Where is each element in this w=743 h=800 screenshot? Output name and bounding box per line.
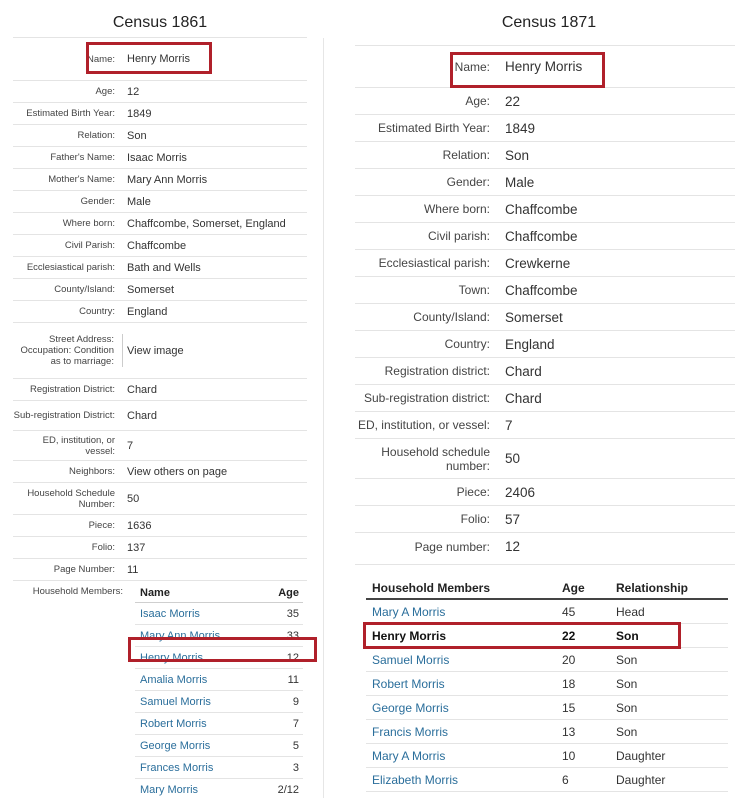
field-label: Relation: <box>442 148 490 162</box>
field-row-country <box>355 331 735 358</box>
field-value: Bath and Wells <box>127 261 201 274</box>
field-row-ecclesiastical-parish <box>355 250 735 277</box>
field-label: Where born: <box>423 202 490 216</box>
field-value: 12 <box>127 85 140 98</box>
member-name-link[interactable]: Mary Ann Morris <box>140 629 221 642</box>
member-name-link[interactable]: Mary A Morris <box>372 748 446 763</box>
field-value: Male <box>127 195 151 208</box>
field-value: Chard <box>505 390 542 406</box>
member-name-link[interactable]: Francis Morris <box>372 724 449 739</box>
household-row <box>366 672 728 696</box>
field-label: County/Island: <box>54 284 115 295</box>
field-label: Piece: <box>88 520 115 531</box>
field-label: Household Schedule Number: <box>27 487 115 510</box>
field-label: Age: <box>465 94 490 108</box>
field-value: Crewkerne <box>505 255 571 271</box>
member-name-link[interactable]: Robert Morris <box>372 676 445 691</box>
member-relationship: Son <box>616 652 638 667</box>
field-label: Street Address: Occupation: Condition as to marriage: <box>13 334 123 367</box>
field-value: 1849 <box>505 120 536 136</box>
field-row-ed-institution <box>13 431 307 461</box>
field-label: Name: <box>87 53 115 65</box>
field-label: Neighbors: <box>69 466 115 477</box>
field-row-piece <box>13 515 307 537</box>
field-row-county <box>355 304 735 331</box>
field-label: Relation: <box>77 130 115 141</box>
field-row-sub-registration-district <box>13 401 307 431</box>
census-1861-title: Census 1861 <box>112 14 208 31</box>
member-age: 12 <box>286 651 299 664</box>
view-image-link[interactable]: View image <box>127 344 184 357</box>
header-age: Age <box>278 587 299 599</box>
field-row-where-born <box>13 213 307 235</box>
household-row <box>135 779 303 800</box>
member-age: 6 <box>562 772 569 787</box>
member-age: 22 <box>562 628 576 643</box>
household-section <box>13 581 307 800</box>
member-relationship: Son <box>616 700 638 715</box>
member-name-link[interactable]: Elizabeth Morris <box>372 772 459 787</box>
field-row-age <box>355 88 735 115</box>
field-row-mother <box>13 169 307 191</box>
field-row-relation <box>13 125 307 147</box>
header-household-members: Household Members <box>372 581 491 595</box>
field-label: Household schedule number: <box>381 444 490 473</box>
household-row <box>366 768 728 792</box>
field-label: Folio: <box>460 512 490 526</box>
member-age: 11 <box>287 673 299 686</box>
field-value: Chaffcombe <box>505 228 578 244</box>
field-label: Age: <box>95 86 115 97</box>
field-value: Mary Ann Morris <box>127 173 208 186</box>
member-relationship: Son <box>616 676 638 691</box>
field-row-civil-parish <box>13 235 307 257</box>
highlight-name-1861 <box>86 42 212 74</box>
field-row-ecclesiastical-parish <box>13 257 307 279</box>
view-others-link[interactable]: View others on page <box>127 465 228 478</box>
field-value: 11 <box>127 563 139 576</box>
field-value: 1636 <box>127 519 152 532</box>
field-value: Son <box>127 129 147 142</box>
household-row <box>135 757 303 779</box>
field-label: Civil Parish: <box>64 240 115 251</box>
field-value: England <box>505 336 555 352</box>
member-relationship: Daughter <box>616 772 666 787</box>
field-row-folio <box>355 506 735 533</box>
field-label: Mother's Name: <box>48 174 115 185</box>
field-label: Sub-registration district: <box>363 391 490 405</box>
member-age: 18 <box>562 676 576 691</box>
field-label: Country: <box>79 306 115 317</box>
field-label: Page number: <box>414 539 490 554</box>
field-row-sub-registration-district <box>355 385 735 412</box>
field-value: Chaffcombe <box>505 282 578 298</box>
member-relationship: Head <box>616 604 645 619</box>
field-label: Piece: <box>456 485 490 499</box>
field-label: Page Number: <box>53 564 115 575</box>
field-value: Henry Morris <box>127 53 190 65</box>
household-row <box>135 713 303 735</box>
field-row-father <box>13 147 307 169</box>
field-value: Chaffcombe <box>127 239 187 252</box>
field-label: Sub-registration District: <box>13 410 115 421</box>
member-name-link[interactable]: Henry Morris <box>140 651 203 664</box>
member-name-link[interactable]: Isaac Morris <box>140 607 200 620</box>
household-row <box>135 735 303 757</box>
field-row-relation <box>355 142 735 169</box>
member-age: 33 <box>286 629 299 642</box>
household-table-header <box>366 578 728 600</box>
field-value: 7 <box>505 417 513 433</box>
field-row-registration-district <box>355 358 735 385</box>
member-age: 15 <box>562 700 576 715</box>
household-table <box>135 587 303 800</box>
highlight-name-1871 <box>450 52 605 88</box>
member-name-link[interactable]: Samuel Morris <box>372 652 450 667</box>
member-age: 9 <box>292 695 299 708</box>
field-row-gender <box>13 191 307 213</box>
field-label: Civil parish: <box>427 229 490 243</box>
member-age: 10 <box>562 748 576 763</box>
field-row-country <box>13 301 307 323</box>
field-value: Chaffcombe, Somerset, England <box>127 217 286 230</box>
member-name-link[interactable]: George Morris <box>372 700 449 715</box>
field-row-household-schedule <box>355 439 735 479</box>
field-row-where-born <box>355 196 735 223</box>
census-1871-title: Census 1871 <box>501 14 597 31</box>
household-row <box>135 691 303 713</box>
member-name: Henry Morris <box>372 628 447 643</box>
field-label: Gender: <box>446 175 490 189</box>
highlight-henry-1861 <box>128 637 317 662</box>
member-age: 3 <box>292 761 299 774</box>
field-value: 7 <box>127 439 134 452</box>
field-row-town <box>355 277 735 304</box>
household-row <box>366 648 728 672</box>
member-age: 5 <box>292 739 299 752</box>
header-relationship: Relationship <box>616 581 689 595</box>
field-row-page-number <box>355 533 735 560</box>
field-value: 1849 <box>127 107 152 120</box>
field-value: Somerset <box>505 309 563 325</box>
field-row-county <box>13 279 307 301</box>
field-label: Estimated Birth Year: <box>377 121 490 135</box>
member-relationship: Son <box>616 628 639 643</box>
field-value: Chard <box>505 363 542 379</box>
field-value: 57 <box>505 511 521 527</box>
member-name-link[interactable]: Mary A Morris <box>372 604 446 619</box>
field-row-neighbors <box>13 461 307 483</box>
census-1871-panel <box>355 45 735 565</box>
field-row-ed-institution <box>355 412 735 439</box>
field-label: Name: <box>454 59 490 74</box>
member-name-link[interactable]: Amalia Morris <box>140 673 208 686</box>
household-row <box>366 720 728 744</box>
member-relationship: Son <box>616 724 638 739</box>
field-row-page-number <box>13 559 307 581</box>
member-relationship: Daughter <box>616 748 666 763</box>
household-table-header <box>135 587 303 603</box>
field-label: Folio: <box>91 542 115 553</box>
field-value: 12 <box>505 539 521 554</box>
household-row <box>135 669 303 691</box>
field-value: Chard <box>127 383 157 396</box>
field-value: Male <box>505 174 535 190</box>
field-value: Chaffcombe <box>505 201 578 217</box>
field-label: Country: <box>444 337 490 351</box>
member-age: 35 <box>286 607 299 620</box>
field-value: Son <box>505 147 530 163</box>
census-1861-panel <box>13 37 307 797</box>
household-row <box>366 696 728 720</box>
field-label: Town: <box>458 283 490 297</box>
member-age: 2/12 <box>277 784 299 796</box>
field-value: 50 <box>505 451 521 466</box>
member-age: 45 <box>562 604 576 619</box>
field-label: Ecclesiastical parish: <box>26 262 115 273</box>
field-label: ED, institution, or vessel: <box>357 418 490 432</box>
field-value: Henry Morris <box>505 59 583 74</box>
member-name-link[interactable]: Robert Morris <box>140 717 207 730</box>
field-value: Isaac Morris <box>127 151 187 164</box>
field-value: Chard <box>127 409 157 422</box>
field-label: ED, institution, or vessel: <box>42 434 115 457</box>
field-label: Gender: <box>80 196 115 207</box>
field-row-civil-parish <box>355 223 735 250</box>
member-name-link[interactable]: George Morris <box>140 739 211 752</box>
field-label: Ecclesiastical parish: <box>378 256 490 270</box>
field-value: England <box>127 305 168 318</box>
field-row-birth-year <box>355 115 735 142</box>
field-row-street-address <box>13 323 307 379</box>
field-value: Somerset <box>127 283 175 296</box>
member-name-link[interactable]: Frances Morris <box>140 761 214 774</box>
household-row <box>366 600 728 624</box>
field-label: Registration district: <box>384 364 490 378</box>
field-value: 137 <box>127 541 146 554</box>
panel-divider <box>323 38 324 798</box>
member-name-link[interactable]: Mary Morris <box>140 784 199 796</box>
member-name-link[interactable]: Samuel Morris <box>140 695 211 708</box>
field-label: Father's Name: <box>50 152 115 163</box>
member-age: 13 <box>562 724 576 739</box>
member-age: 7 <box>292 717 299 730</box>
field-row-household-schedule <box>13 483 307 515</box>
field-label: County/Island: <box>413 310 490 324</box>
household-row <box>135 603 303 625</box>
household-members-table <box>366 578 728 792</box>
header-age: Age <box>562 581 585 595</box>
field-value: 50 <box>127 492 140 505</box>
field-row-birth-year <box>13 103 307 125</box>
household-row <box>366 744 728 768</box>
highlight-henry-1871 <box>363 622 681 649</box>
field-label: Where born: <box>62 218 115 229</box>
field-label: Estimated Birth Year: <box>26 108 115 119</box>
field-row-folio <box>13 537 307 559</box>
household-members-label: Household Members: <box>32 586 123 597</box>
field-row-piece <box>355 479 735 506</box>
field-value: 2406 <box>505 484 536 500</box>
field-row-age <box>13 81 307 103</box>
member-age: 20 <box>562 652 576 667</box>
header-name: Name <box>140 587 170 599</box>
field-row-gender <box>355 169 735 196</box>
field-row-registration-district <box>13 379 307 401</box>
field-value: 22 <box>505 93 521 109</box>
field-label: Registration District: <box>30 384 115 395</box>
